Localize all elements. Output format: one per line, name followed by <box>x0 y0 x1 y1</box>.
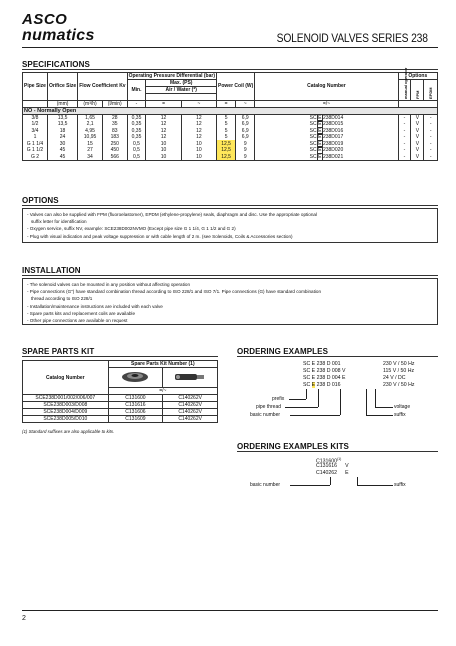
cell-option: - <box>398 147 411 154</box>
cell-kv: 15 <box>78 140 103 147</box>
kit-suffix: V <box>345 463 349 469</box>
cell-lmin: 183 <box>102 134 127 141</box>
catalog-part: 238D020 <box>322 147 344 154</box>
spare-table-wrap <box>22 360 218 423</box>
cell-orifice: 13,5 <box>47 121 77 128</box>
page-number: 2 <box>22 615 26 622</box>
cell-orifice: 24 <box>47 134 77 141</box>
specs-table-wrap <box>22 67 438 161</box>
spec-row <box>23 147 438 154</box>
connector <box>285 407 318 408</box>
cell-option: - <box>424 127 438 134</box>
ord-mid: E <box>311 375 316 381</box>
cell-max-dc: 12 <box>146 134 181 141</box>
cell-max-ac: 10 <box>181 154 216 161</box>
cell-power-dc: 12,5 <box>217 140 236 147</box>
catalog-part: SC <box>309 134 317 141</box>
label-voltage: voltage <box>394 404 411 410</box>
cell-max-dc: 12 <box>146 127 181 134</box>
kit-suffix: E <box>345 470 349 476</box>
spare-cell-cat: SCE238D003/D008 <box>23 402 109 409</box>
catalog-part: 238D021 <box>322 153 344 160</box>
ordering-title: ORDERING EXAMPLES <box>237 347 329 356</box>
cell-min-pressure: 0,35 <box>127 127 146 134</box>
spare-cell-a: C131616 <box>108 402 163 409</box>
spare-footnote: (1) Standard suffixes are also applicable to kits. <box>22 429 115 434</box>
installation-item: - Installation/maintenance instructions are included with each valve <box>27 303 163 309</box>
connector <box>340 389 341 415</box>
cell-option: V <box>411 114 424 121</box>
cell-power-dc: 5 <box>217 121 236 128</box>
col-orifice: Orifice Size <box>47 73 77 101</box>
ord-prefix: SC <box>303 368 311 374</box>
unit-lmin: (l/min) <box>102 100 127 107</box>
cell-power-ac: 9 <box>236 147 255 154</box>
cell-power-ac: 6,9 <box>236 134 255 141</box>
spec-row <box>23 154 438 161</box>
opt-manual: manual operator <box>402 67 408 99</box>
catalog-part: E <box>318 140 322 147</box>
catalog-part: E <box>318 114 322 121</box>
unit-opts <box>398 100 437 107</box>
installation-title: INSTALLATION <box>22 266 81 275</box>
catalog-part: E <box>318 147 322 154</box>
cell-max-ac: 10 <box>181 140 216 147</box>
cell-pipe-size: 1/2 <box>23 121 48 128</box>
spare-row <box>23 409 218 416</box>
connector <box>357 485 393 486</box>
cell-min-pressure: 0,5 <box>127 154 146 161</box>
specs-table <box>22 67 438 161</box>
cell-min-pressure: 0,5 <box>127 140 146 147</box>
spec-row <box>23 114 438 121</box>
spec-row <box>23 121 438 128</box>
spare-rule <box>22 356 218 357</box>
catalog-part: E <box>318 134 322 141</box>
unit-m3h: (m³/h) <box>78 100 103 107</box>
spare-cell-a: C131609 <box>108 416 163 423</box>
options-item: - Oxygen service, suffix NV, example: SCE238D002NVMO (Except pipe size G 1 1/4, G 1 1/2 and G 2) <box>27 226 236 232</box>
cell-kv: 4,95 <box>78 127 103 134</box>
cell-pipe-size: G 2 <box>23 154 48 161</box>
catalog-part: E <box>318 120 322 127</box>
ord-voltage: 230 V / 50 Hz <box>383 382 415 388</box>
connector <box>330 477 331 485</box>
unit-eq-w: = <box>217 100 236 107</box>
options-item: - Plug with visual indication and peak voltage suppression or with cable length of 2 m. (see Solenoids, Coils & Accessories section) <box>27 233 293 239</box>
cell-pipe-size: G 1 1/4 <box>23 140 48 147</box>
spare-cell-b: C140262V <box>163 395 218 402</box>
unit-tilde-w: ~ <box>236 100 255 107</box>
cell-min-pressure: 0,35 <box>127 121 146 128</box>
cell-pipe-size: 1 <box>23 134 48 141</box>
cell-max-dc: 10 <box>146 140 181 147</box>
spec-row <box>23 134 438 141</box>
cell-max-ac: 12 <box>181 114 216 121</box>
col-options: Options <box>398 73 437 80</box>
cell-catalog <box>255 127 398 134</box>
installation-item: - Other pipe connections are available on request <box>27 318 128 324</box>
cell-kv: 27 <box>78 147 103 154</box>
cell-max-ac: 10 <box>181 147 216 154</box>
cell-lmin: 35 <box>102 121 127 128</box>
cell-option: - <box>424 114 438 121</box>
catalog-part: 238D016 <box>322 127 344 134</box>
cell-max-dc: 12 <box>146 114 181 121</box>
spare-col-catalog: Catalog Number <box>23 361 109 395</box>
cell-pipe-size: 3/4 <box>23 127 48 134</box>
cell-power-ac: 6,9 <box>236 127 255 134</box>
cell-orifice: 45 <box>47 147 77 154</box>
cell-catalog <box>255 154 398 161</box>
cell-pipe-size: G 1 1/2 <box>23 147 48 154</box>
installation-box <box>22 278 438 325</box>
page-title: SOLENOID VALVES SERIES 238 <box>276 31 428 45</box>
ordering-row-1 <box>303 361 341 367</box>
cell-power-dc: 5 <box>217 127 236 134</box>
unit-cat: =/~ <box>255 100 398 107</box>
label-prefix: prefix <box>272 396 285 402</box>
cell-power-ac: 9 <box>236 140 255 147</box>
kit-label-suffix: suffix <box>394 482 406 488</box>
connector <box>366 415 393 416</box>
cell-catalog <box>255 121 398 128</box>
options-item: suffix letter for identification <box>31 219 87 225</box>
cell-option: - <box>398 154 411 161</box>
ord-suffix: E <box>342 375 346 381</box>
unit-blank <box>23 100 48 107</box>
ord-prefix: SC <box>303 375 311 381</box>
installation-item: - The solenoid valves can be mounted in any position without affecting operation <box>27 282 191 287</box>
ordering-row-3 <box>303 375 345 381</box>
connector <box>290 485 330 486</box>
core-kit-icon <box>172 370 208 384</box>
opt-epdm-cell <box>424 80 438 101</box>
ord-mid: E <box>311 361 316 367</box>
catalog-part: 238D017 <box>322 134 344 141</box>
opt-manual-cell <box>398 67 411 101</box>
cell-option: V <box>411 134 424 141</box>
catalog-part: SC <box>309 140 317 147</box>
cell-orifice: 18 <box>47 127 77 134</box>
ord-voltage: 24 V / DC <box>383 375 406 381</box>
cell-min-pressure: 0,35 <box>127 114 146 121</box>
ordering-row-4 <box>303 382 341 388</box>
cell-lmin: 566 <box>102 154 127 161</box>
cell-option: V <box>411 121 424 128</box>
kit-num: C131600 <box>316 458 338 465</box>
cell-option: V <box>411 154 424 161</box>
options-rule <box>22 205 438 206</box>
spare-cell-cat: SCE238D005/D010 <box>23 416 109 423</box>
cell-max-dc: 10 <box>146 154 181 161</box>
spare-kit-unit: =/~ <box>108 388 217 395</box>
installation-item: thread according to ISO 228/1 <box>31 296 93 302</box>
spare-cell-cat: SCE238D001/002/006/007 <box>23 395 109 402</box>
spare-col-kit: Spare Parts Kit Number (1) <box>108 361 217 368</box>
spare-row <box>23 395 218 402</box>
ordering-row-2 <box>303 368 345 374</box>
opt-fpm: FPM <box>415 90 421 99</box>
connector <box>306 389 307 399</box>
cell-power-dc: 5 <box>217 114 236 121</box>
cell-kv: 1,65 <box>78 114 103 121</box>
unit-tilde: ~ <box>181 100 216 107</box>
spare-row <box>23 416 218 423</box>
cell-option: V <box>411 127 424 134</box>
cell-max-dc: 10 <box>146 147 181 154</box>
col-catalog: Catalog Number <box>255 73 398 101</box>
catalog-part: E <box>318 127 322 134</box>
catalog-part: SC <box>309 114 317 121</box>
ord-prefix: SC <box>303 361 311 367</box>
ord-num: 238 D 004 <box>316 375 341 381</box>
cell-orifice: 45 <box>47 154 77 161</box>
spec-row <box>23 140 438 147</box>
catalog-part: 238D014 <box>322 114 344 121</box>
spare-title: SPARE PARTS KIT <box>22 347 95 356</box>
kit-label-basic: basic number <box>250 482 281 488</box>
spare-cell-b: C140262V <box>163 416 218 423</box>
catalog-part: SC <box>309 147 317 154</box>
unit-min: - <box>127 100 146 107</box>
spare-cell-b: C140262V <box>163 409 218 416</box>
col-air-water: Air / Water (*) <box>146 87 217 94</box>
cell-kv: 2,1 <box>78 121 103 128</box>
specs-rule <box>22 69 438 70</box>
catalog-part: SC <box>309 153 317 160</box>
cell-lmin: 83 <box>102 127 127 134</box>
cell-option: - <box>398 114 411 121</box>
spare-cell-a: C131606 <box>108 409 163 416</box>
ord-num: 238 D 001 <box>316 361 341 367</box>
cell-option: - <box>424 134 438 141</box>
col-min: Min. <box>127 80 146 101</box>
unit-mm: (mm) <box>47 100 77 107</box>
ordering-rule <box>237 356 438 357</box>
cell-power-ac: 6,9 <box>236 121 255 128</box>
opt-fpm-cell <box>411 80 424 101</box>
cell-power-dc: 5 <box>217 134 236 141</box>
catalog-part: 238D019 <box>322 140 344 147</box>
spare-row <box>23 402 218 409</box>
specs-title: SPECIFICATIONS <box>22 60 90 69</box>
cell-pipe-size: 3/8 <box>23 114 48 121</box>
cell-max-ac: 12 <box>181 127 216 134</box>
cell-min-pressure: 0,35 <box>127 134 146 141</box>
connector <box>357 477 358 485</box>
header-rule <box>22 47 438 48</box>
ord-voltage: 115 V / 50 Hz <box>383 368 415 374</box>
cell-catalog <box>255 114 398 121</box>
options-item: - Valves can also be supplied with FPM (fluoroelastomer), EPDM (ethylene-propylene) seals, diaphragm and disc. Use the appropriate optional <box>27 212 317 217</box>
cell-catalog <box>255 147 398 154</box>
options-box <box>22 208 438 243</box>
ord-num: 238 D 008 <box>316 368 341 374</box>
cell-max-ac: 12 <box>181 134 216 141</box>
col-max: Max. (PS) <box>146 80 217 87</box>
ord-mid: E <box>311 382 316 388</box>
label-pipe-thread: pipe thread <box>256 404 282 410</box>
label-basic-number: basic number <box>250 412 281 418</box>
col-power: Power Coil (W) <box>217 73 255 101</box>
cell-power-ac: 6,9 <box>236 114 255 121</box>
installation-rule <box>22 275 438 276</box>
connector <box>318 389 319 407</box>
spare-cell-cat: SCE238D004/D009 <box>23 409 109 416</box>
ord-suffix: V <box>342 368 346 374</box>
kit-suffix: (1) <box>337 457 342 461</box>
cell-option: V <box>411 140 424 147</box>
opt-epdm: EPDM <box>428 87 434 99</box>
ord-mid: E <box>311 368 316 374</box>
logo-line2: numatics <box>22 27 95 44</box>
cell-orifice: 13,5 <box>47 114 77 121</box>
footer-rule <box>22 610 438 611</box>
ordering-kits-title: ORDERING EXAMPLES KITS <box>237 442 349 451</box>
unit-eq: = <box>146 100 181 107</box>
kit-row-2 <box>316 463 349 469</box>
cell-kv: 34 <box>78 154 103 161</box>
ord-num: 238 D 016 <box>316 382 341 388</box>
catalog-part: SC <box>309 120 317 127</box>
cell-option: - <box>398 134 411 141</box>
col-flow: Flow Coefficient Kv <box>78 73 127 101</box>
spare-cell-b: C140262V <box>163 402 218 409</box>
installation-item: - Spare parts kits and replacement coils are available <box>27 310 136 316</box>
cell-option: V <box>411 147 424 154</box>
connector <box>290 415 340 416</box>
col-pipe-size: Pipe Size <box>23 73 48 101</box>
cell-option: - <box>424 140 438 147</box>
cell-max-dc: 12 <box>146 121 181 128</box>
kit-num: C140262 <box>316 470 338 476</box>
logo-line1: ASCO <box>22 11 68 28</box>
cell-max-ac: 12 <box>181 121 216 128</box>
kit-row-3 <box>316 470 349 476</box>
cell-min-pressure: 0,5 <box>127 147 146 154</box>
cell-kv: 10,95 <box>78 134 103 141</box>
cell-power-dc: 12,5 <box>217 147 236 154</box>
kit-num: C131616 <box>316 463 338 469</box>
blank <box>146 94 217 101</box>
cell-option: - <box>398 121 411 128</box>
ord-voltage: 230 V / 50 Hz <box>383 361 415 367</box>
diaphragm-kit-icon <box>119 369 151 385</box>
ord-prefix: SC <box>303 382 311 388</box>
cell-catalog <box>255 134 398 141</box>
options-title: OPTIONS <box>22 196 59 205</box>
spare-cell-a: C131600 <box>108 395 163 402</box>
cell-lmin: 250 <box>102 140 127 147</box>
spare-img-cell-a <box>108 368 163 388</box>
cell-power-ac: 9 <box>236 154 255 161</box>
catalog-part: SC <box>309 127 317 134</box>
connector <box>289 399 306 400</box>
cell-option: - <box>424 121 438 128</box>
cell-option: - <box>398 127 411 134</box>
spare-img-cell-b <box>163 368 218 388</box>
cell-power-dc: 12,5 <box>217 154 236 161</box>
connector <box>366 389 367 415</box>
cell-orifice: 30 <box>47 140 77 147</box>
col-pressure: Operating Pressure Differential (bar) <box>128 73 216 79</box>
cell-lmin: 28 <box>102 114 127 121</box>
ordering-kits-rule <box>237 451 438 452</box>
cell-option: - <box>424 147 438 154</box>
catalog-part: E <box>318 153 322 160</box>
label-suffix: suffix <box>394 412 406 418</box>
cell-option: - <box>424 154 438 161</box>
catalog-part: 238D015 <box>322 120 344 127</box>
cell-option: - <box>398 140 411 147</box>
connector <box>375 389 376 407</box>
spare-table <box>22 360 218 423</box>
group-label: NO - Normally Open <box>23 107 438 114</box>
connector <box>375 407 393 408</box>
spec-row <box>23 127 438 134</box>
cell-lmin: 450 <box>102 147 127 154</box>
installation-item: - Pipe connections (G") have standard combination thread according to ISO 228/1 and ISO 7/1. Pipe connections (G) have standard combination <box>27 289 322 295</box>
